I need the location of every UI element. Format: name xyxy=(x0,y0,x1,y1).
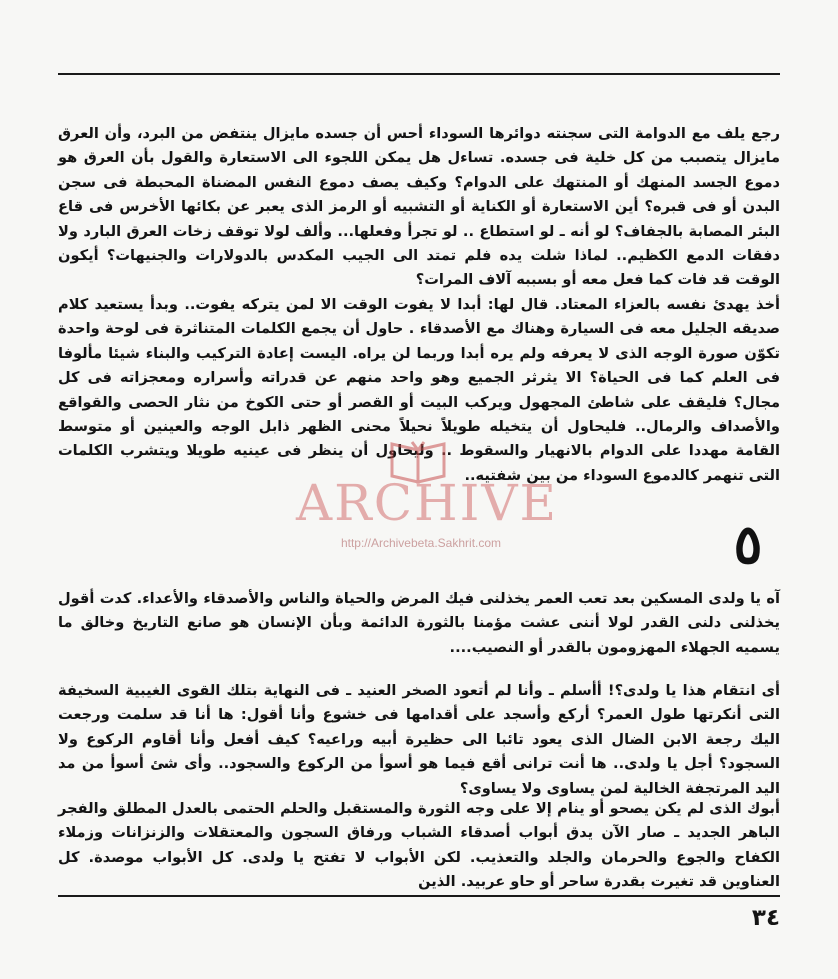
archive-watermark xyxy=(296,440,558,560)
paragraph-5: أبوك الذى لم يكن يصحو أو ينام إلا على وجه الثورة والمستقبل والحلم الحتمى بالعدل المطلق والفجر الباهر الجديد ـ صار الآن يدق أبواب أصدقاء الشباب ورفاق السجون والمعتقلات والزنزانات وزملاء الكفاح والجوع والحرمان والجلد والتعذيب. لكن الأبواب لا تفتح يا ولدى. كل الأبواب موصدة. كل العناوين قد تغيرت بقدرة ساحر أو حاو عربيد. الذين xyxy=(58,800,780,891)
watermark-url: http://Archivebeta.Sakhrit.com xyxy=(340,536,502,550)
bottom-rule xyxy=(58,895,780,897)
paragraph-2: أخذ يهدئ نفسه بالعزاء المعتاد. قال لها: أبدا لا يفوت الوقت الا لمن يتركه يفوت.. وبدأ يستعيد كلام صديقه الجليل معه فى السيارة وهناك مع الأصدقاء . حاول أن يجمع الكلمات المتناثرة فى لوحة واحدة تكوّن صورة الوجه الذى لا يعرفه ولم يره أبدا وربما لن يراه. اليست إعادة التركيب والبناء شيئا مألوفا فى العلم كما فى الحياة؟ الا يثرثر الجميع وهو واحد منهم عن قدراته وأسراره ومعجزاته فى كل مجال؟ فليقف على شاطئ المجهول ويركب البيت أو القصر أو حتى الكوخ من نثار الحصى والقواقع والأصداف والرمال.. فليحاول أن يتخيله طويلاً نحيلاً محنى الظهر ذابل الوجه والعينين أو متوسط القامة مهددا على الدوام بالانهيار والسقوط .. وليحاول أن ينظر فى عينيه طويلا ويتشرب الكلمات التى تنهمر كالدموع السوداء من بين شفتيه.. xyxy=(58,296,780,484)
watermark-title: ARCHIVE xyxy=(296,474,558,532)
paragraph-1: رجع يلف مع الدوامة التى سجنته دوائرها السوداء أحس أن جسده مايزال ينتفض من البرد، وأن العرق مايزال يتصبب من كل خلية فى جسده. تساءل هل يمكن اللجوء الى الاستعارة والقول بأن العرق هو دموع الجسد المنهك أو المنتهك على الدوام؟ وكيف يصف دموع النفس المضناة المحبطة فى سجن البدن أو فى قبره؟ أين الاستعارة أو الكناية أو التشبيه أو الرمز الذى يعبر عن بكائها الأخرس فى قاع البئر المصابة بالجفاف؟ لو أنه ـ لو استطاع .. لو تجرأ وفعلها... وألف لولا توقف زخات العرق البارد ولا دفقات الدمع الكظيم.. لماذا شلت يده فلم تمتد الى الجيب المكدس بالدولارات والجنيهات؟ أيكون الوقت قد فات كما فعل معه أو بسببه آلاف المرات؟ xyxy=(58,125,780,289)
top-rule xyxy=(58,73,780,75)
paragraph-3: آه يا ولدى المسكين بعد تعب العمر يخذلنى فيك المرض والحياة والناس والأصدقاء والأعداء. كدت أقول يخذلنى دلنى القدر لولا أننى عشت مؤمنا بالثورة الدائمة وبأن الإنسان هو صانع التاريخ وخالق ما يسميه الجهلاء المهزومون بالقدر أو النصيب.... xyxy=(58,590,780,656)
paragraph-4: أى انتقام هذا يا ولدى؟! أأسلم ـ وأنا لم أتعود الصخر العنيد ـ فى النهاية بتلك القوى الغيبية السخيفة التى أنكرتها طول العمر؟ أركع وأسجد على أقدامها فى خشوع وأنا أقول: ها أنا قد سلمت ورجعت اليك رجعة الابن الضال الذى يعود تائبا الى حظيرة أبيه وراعيه؟ كيف أفعل وأنا أقاوم الركوع ولا السجود؟ أجل يا ولدى.. ها أنت ترانى أقع فيما هو أسوأ من الركوع والسجود.. وأى شئ أسوأ من مد اليد المرتجفة الخالية لمن يساوى ولا يساوى؟ xyxy=(58,682,780,797)
page-number: ٣٤ xyxy=(751,905,780,931)
section-number: ٥ xyxy=(733,512,763,576)
